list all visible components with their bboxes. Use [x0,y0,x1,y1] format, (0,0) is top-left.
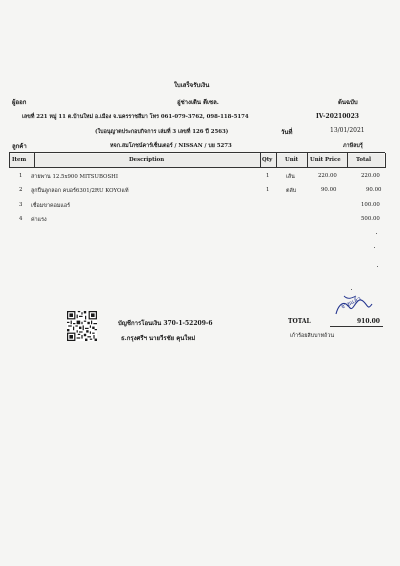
total-label: TOTAL [288,318,311,325]
row-3-item: 3 [19,202,23,208]
row-1-qty: 1 [266,173,270,179]
row-2-unit: ตลับ [286,188,297,194]
table-col-divider [276,153,277,168]
bank-account: บัญชีการโอนเงิน 370-1-52209-6 [118,320,213,327]
row-1-item: 1 [19,173,23,179]
document-title: ใบเสร็จรับเงิน [174,82,210,89]
customer-label: ลูกค้า [12,143,27,150]
date-label: วันที่ [281,129,293,136]
row-2-total: 90.00 [366,187,382,193]
bank-name: ธ.กรุงศรีฯ นายวีรชัย คุนใหม่ [121,335,196,342]
row-1-unit: เส้น [286,174,295,180]
table-border-right [385,153,386,168]
issuer-label: ผู้ออก [12,99,27,106]
row-2-qty: 1 [266,187,270,193]
issuer-address: เลขที่ 221 หมู่ 11 ต.บ้านใหม่ อ.เมือง จ.นครราชสีมา โทร 061-079-3762, 098-118-5174 [22,114,249,120]
tax-note: ภาษีลบรุ้ [343,143,363,149]
table-top-rule [9,152,385,153]
scan-speck [376,233,377,234]
row-4-description: ค่าแรง [31,217,47,223]
row-2-item: 2 [19,187,23,193]
table-col-divider [307,153,308,168]
document-date: 13/01/2021 [330,127,365,134]
row-4-total: 500.00 [361,216,380,222]
table-header-rule [9,167,385,168]
table-col-divider [34,153,35,168]
paid-signature [332,292,378,318]
scan-speck [377,266,378,267]
copy-type: ต้นฉบับ [338,99,358,106]
scan-speck [351,289,352,290]
row-3-total: 100.00 [361,202,380,208]
row-1-total: 220.00 [361,173,380,179]
permit-info: (ใบอนุญาตประกอบกิจการ เล่มที่ 3 เลขที่ 126 ปี 2563) [95,129,229,135]
row-4-item: 4 [19,216,23,222]
issuer-name: อู่ช่างเติน ดีเซล. [177,99,219,106]
col-header-unit-price: Unit Price [310,157,341,163]
table-col-divider [347,153,348,168]
col-header-qty: Qty [262,157,273,163]
col-header-unit: Unit [285,157,299,163]
row-2-description: ลูกปืนลูกลอก คบอร์6301/2RU KOYOแท้ [31,188,129,194]
col-header-item: Item [12,157,27,163]
col-header-total: Total [356,157,372,163]
row-2-unit-price: 90.00 [321,187,337,193]
customer-name: หจก.สมโภชน์คาร์เซ็นเตอร์ / NISSAN / บย 5273 [110,143,232,149]
row-1-description: สายพาน 12.5x900 MITSUBOSHI [31,174,118,180]
col-header-description: Description [129,157,165,163]
total-rule [330,326,383,327]
table-border-left [9,153,10,168]
paid-signature-text: จ่ายแล้ว [339,295,363,311]
qr-code [67,311,97,341]
document-number: IV-20210023 [316,113,359,120]
scan-speck [374,247,375,248]
table-col-divider [260,153,261,168]
row-3-description: เชื่อมขาคอมแอร์ [31,203,71,209]
total-value: 910.00 [357,318,380,325]
amount-in-words: เก้าร้อยสิบบาทถ้วน [290,333,335,339]
row-1-unit-price: 220.00 [318,173,337,179]
